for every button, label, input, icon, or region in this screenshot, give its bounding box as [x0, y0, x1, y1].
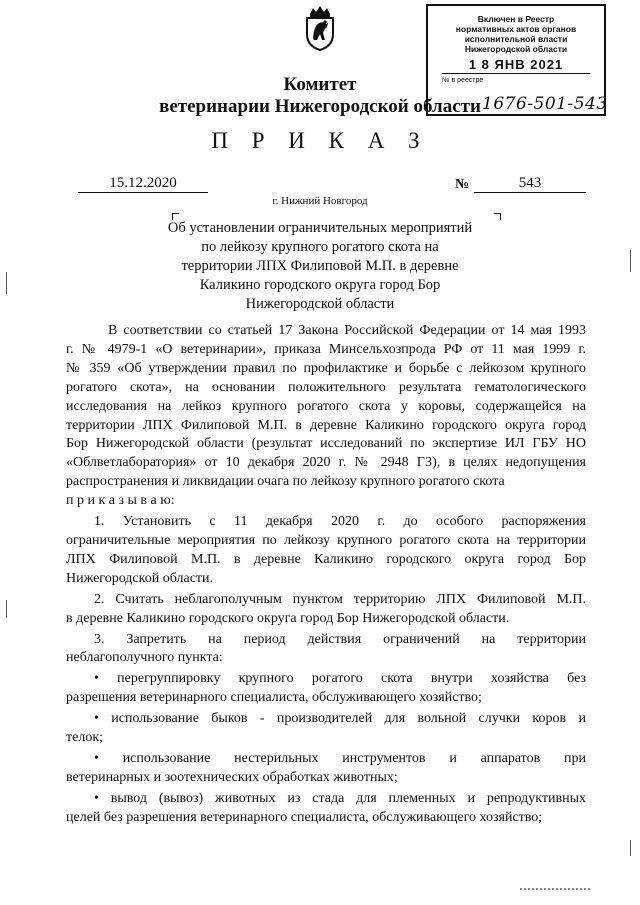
- preamble-line: рогатого скота», на основании положительного результата гематологического: [66, 379, 586, 395]
- order-date-underline: [78, 192, 208, 193]
- scan-artifact: [520, 888, 590, 893]
- registry-number-handwritten: 1676-501-543: [482, 94, 608, 114]
- subject-line: территории ЛПХ Филиповой М.П. в деревне: [181, 258, 459, 274]
- coat-of-arms-icon: [302, 4, 338, 52]
- bullet-line: телок;: [66, 730, 104, 746]
- item-1-line: Нижегородской области.: [66, 570, 214, 586]
- scan-artifact: [630, 250, 631, 272]
- item-3-line: 3. Запретить на период действия ограничений на территории: [94, 631, 586, 647]
- subject-bracket-right: [494, 213, 501, 220]
- subject-line: Каликино городского округа город Бор: [199, 277, 441, 293]
- number-sign: №: [455, 177, 470, 192]
- order-number: 543: [518, 175, 542, 191]
- command-word: п р и к а з ы в а ю:: [66, 493, 175, 509]
- scan-artifact: [6, 600, 7, 618]
- stamp-line-3: исполнительной власти: [464, 34, 568, 44]
- preamble-line: «Облветлаборатория» от 10 декабря 2020 г. № 2948 ГЗ), в целях недопущения: [66, 455, 586, 471]
- item-1-line: 1. Установить с 11 декабря 2020 г. до особого распоряжения: [94, 514, 586, 530]
- item-2-line: в деревне Каликино городского округа город Бор Нижегородской области.: [66, 610, 510, 626]
- preamble-line: распространения и ликвидации очага по лейкозу крупного рогатого скота: [66, 474, 505, 490]
- order-body: [66, 322, 586, 828]
- item-1-line: ограничительные мероприятия по лейкозу крупного рогатого скота на территории: [66, 532, 586, 548]
- order-city: г. Нижний Новгород: [272, 195, 368, 207]
- document-type-heading: П Р И К А З: [211, 128, 429, 153]
- subject-line: Нижегородской области: [245, 296, 395, 312]
- subject-line: Об установлении ограничительных мероприятий: [167, 220, 473, 236]
- bullet-line: целей без разрешения ветеринарного специалиста, обслуживающего хозяйство;: [66, 809, 543, 825]
- bullet-line: • использование быков - производителей для вольной случки коров и: [94, 711, 586, 727]
- preamble-line: г. № 4979-1 «О ветеринарии», приказа Минсельхозпрода РФ от 11 мая 1999 г.: [66, 341, 586, 357]
- bullet-line: • перегруппировку крупного рогатого скота внутри хозяйства без: [94, 671, 586, 687]
- item-1-line: ЛПХ Филиповой М.П. в деревне Каликино городского округа город Бор: [66, 551, 586, 567]
- order-subject: [150, 219, 490, 314]
- order-date: 15.12.2020: [109, 175, 177, 191]
- stamp-date: 1 8 ЯНВ 2021: [468, 57, 564, 72]
- preamble-line: № 359 «Об утверждении правил по профилактике и борьбе с лейкозом крупного: [66, 360, 586, 376]
- item-2-line: 2. Считать неблагополучным пунктом территорию ЛПХ Филиповой М.П.: [94, 591, 586, 607]
- stamp-line-4: Нижегородской области: [464, 44, 568, 54]
- item-3-line: неблагополучного пункта:: [66, 650, 223, 666]
- preamble-line: В соответствии со статьей 17 Закона Российской Федерации от 14 мая 1993: [108, 323, 586, 338]
- bullet-line: разрешения ветеринарного специалиста, обслуживающего хозяйство;: [66, 690, 482, 706]
- registry-number-underline: [478, 114, 604, 115]
- bullet-line: • вывод (вывоз) животных из стада для племенных и репродуктивных: [94, 790, 586, 806]
- committee-title-line-2: ветеринарии Нижегородской области: [159, 96, 481, 117]
- preamble-line: территории ЛПХ Филиповой М.П. в деревне Каликино городского округа город: [66, 417, 586, 433]
- bullet-line: • использование нестерильных инструментов и аппаратов при: [94, 750, 586, 766]
- order-number-underline: [474, 192, 586, 193]
- preamble-line: Бор Нижегородской области (результат исследований по экспертизе ИЛ ГБУ НО: [66, 436, 586, 452]
- preamble-line: исследования на лейкоз крупного рогатого скота у коровы, содержащейся на: [66, 398, 586, 414]
- stamp-line-1: Включен в Реестр: [477, 14, 555, 24]
- scan-artifact: [6, 272, 7, 294]
- scan-artifact: [630, 840, 631, 856]
- stamp-registry-label: № в реестре: [442, 77, 484, 84]
- stamp-line-2: нормативных актов органов: [455, 24, 577, 34]
- committee-title-line-1: Комитет: [283, 74, 357, 95]
- subject-line: по лейкозу крупного рогатого скота на: [201, 239, 439, 255]
- bullet-line: ветеринарных и зоотехнических обработках животных;: [66, 769, 398, 785]
